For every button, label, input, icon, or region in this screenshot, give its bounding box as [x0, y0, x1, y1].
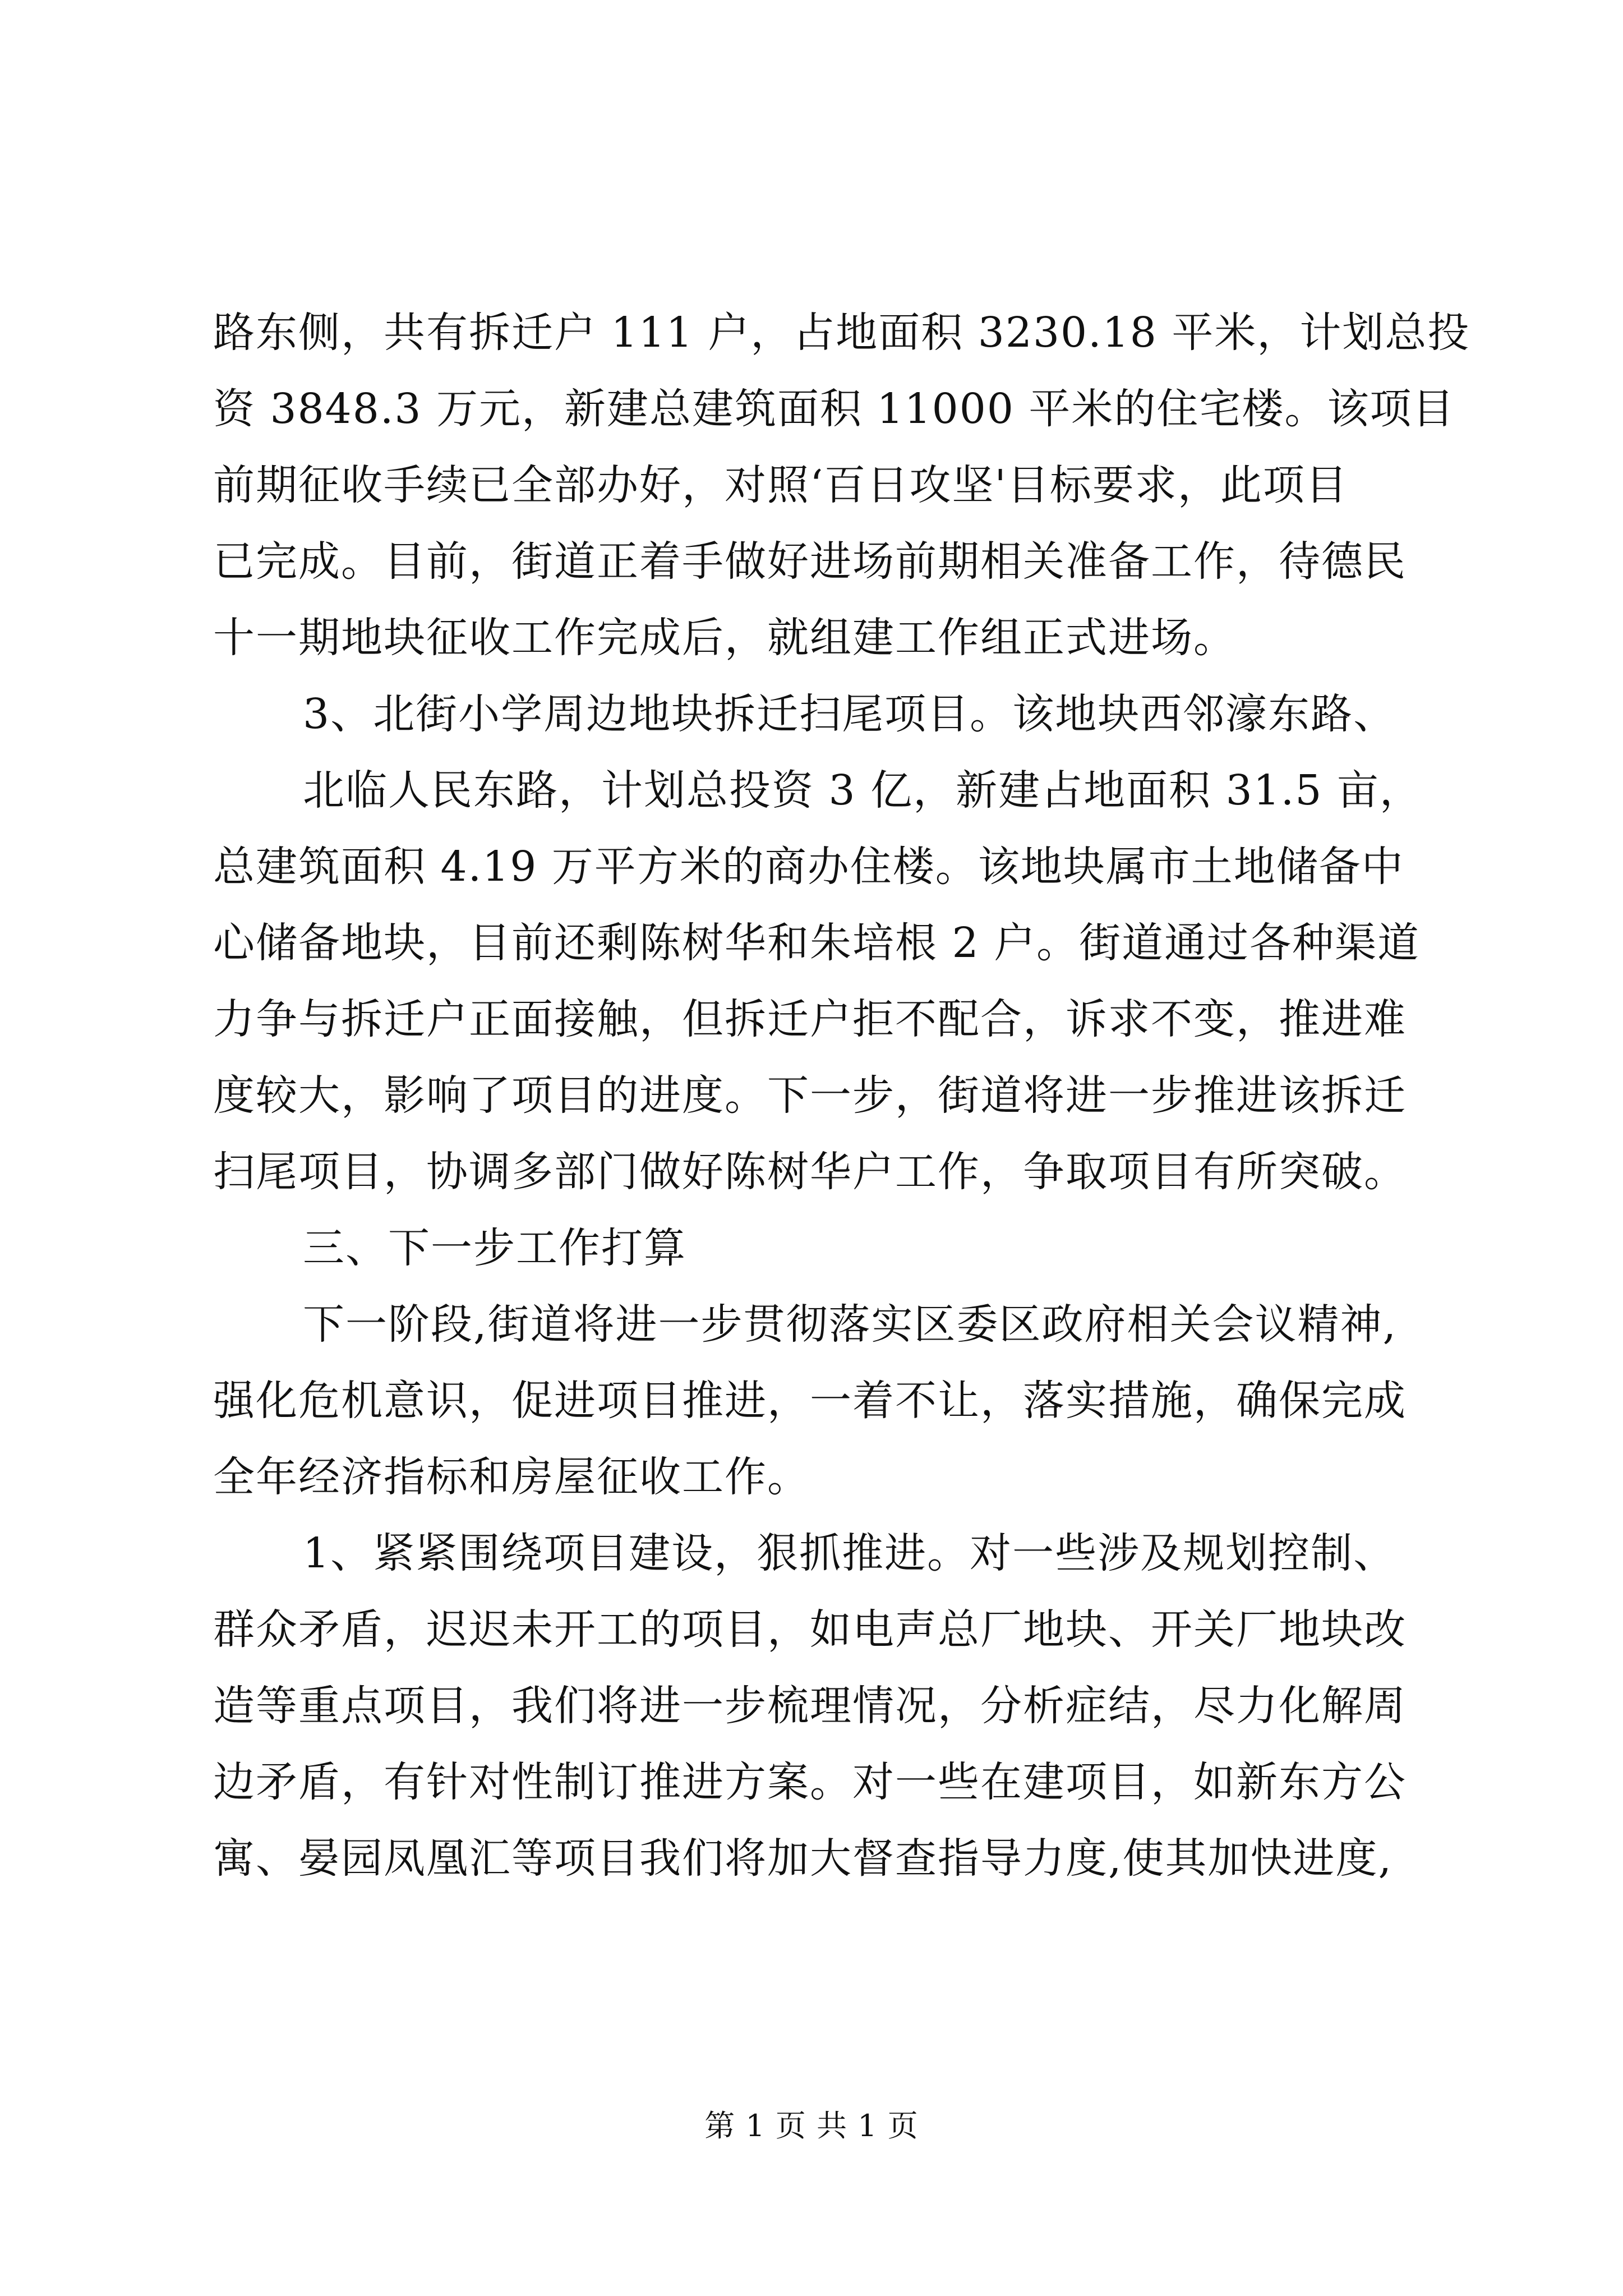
text-line: 总建筑面积 4.19 万平方米的商办住楼。该地块属市土地储备中: [213, 843, 1404, 891]
text-line: 资 3848.3 万元，新建总建筑面积 11000 平米的住宅楼。该项目: [213, 385, 1455, 433]
text-line: 十一期地块征收工作完成后，就组建工作组正式进场。: [213, 614, 1236, 662]
text-line: 路东侧，共有拆迁户 111 户，占地面积 3230.18 平米，计划总投: [213, 309, 1470, 357]
page-footer: 第 1 页 共 1 页: [704, 2108, 919, 2143]
text-line: 已完成。目前，街道正着手做好进场前期相关准备工作，待德民: [213, 537, 1407, 586]
text-line: 强化危机意识，促进项目推进，一着不让，落实措施，确保完成: [213, 1377, 1407, 1425]
text-line: 1、紧紧围绕项目建设，狠抓推进。对一些涉及规划控制、: [303, 1529, 1396, 1577]
text-line: 全年经济指标和房屋征收工作。: [213, 1453, 810, 1501]
text-line: 3、北街小学周边地块拆迁扫尾项目。该地块西邻濠东路、: [303, 690, 1396, 738]
document-body: [213, 295, 1470, 1897]
text-line: 下一阶段,街道将进一步贯彻落实区委区政府相关会议精神,: [303, 1300, 1398, 1349]
text-line: 三、下一步工作打算: [303, 1224, 686, 1272]
text-line: 扫尾项目，协调多部门做好陈树华户工作，争取项目有所突破。: [213, 1148, 1407, 1196]
text-line: 群众矛盾，迟迟未开工的项目，如电声总厂地块、开关厂地块改: [213, 1605, 1407, 1654]
text-line: 前期征收手续已全部办好，对照‘百日攻坚'目标要求，此项目: [213, 461, 1348, 509]
text-line: 北临人民东路，计划总投资 3 亿，新建占地面积 31.5 亩，: [303, 766, 1422, 815]
text-line: 度较大，影响了项目的进度。下一步，街道将进一步推进该拆迁: [213, 1071, 1407, 1120]
text-line: 寓、晏园凤凰汇等项目我们将加大督查指导力度,使其加快进度,: [213, 1834, 1393, 1883]
text-line: 造等重点项目，我们将进一步梳理情况，分析症结，尽力化解周: [213, 1682, 1407, 1730]
text-line: 心储备地块，目前还剩陈树华和朱培根 2 户。街道通过各种渠道: [213, 919, 1421, 967]
text-line: 边矛盾，有针对性制订推进方案。对一些在建项目，如新东方公: [213, 1758, 1407, 1806]
text-line: 力争与拆迁户正面接触，但拆迁户拒不配合，诉求不变，推进难: [213, 995, 1407, 1043]
